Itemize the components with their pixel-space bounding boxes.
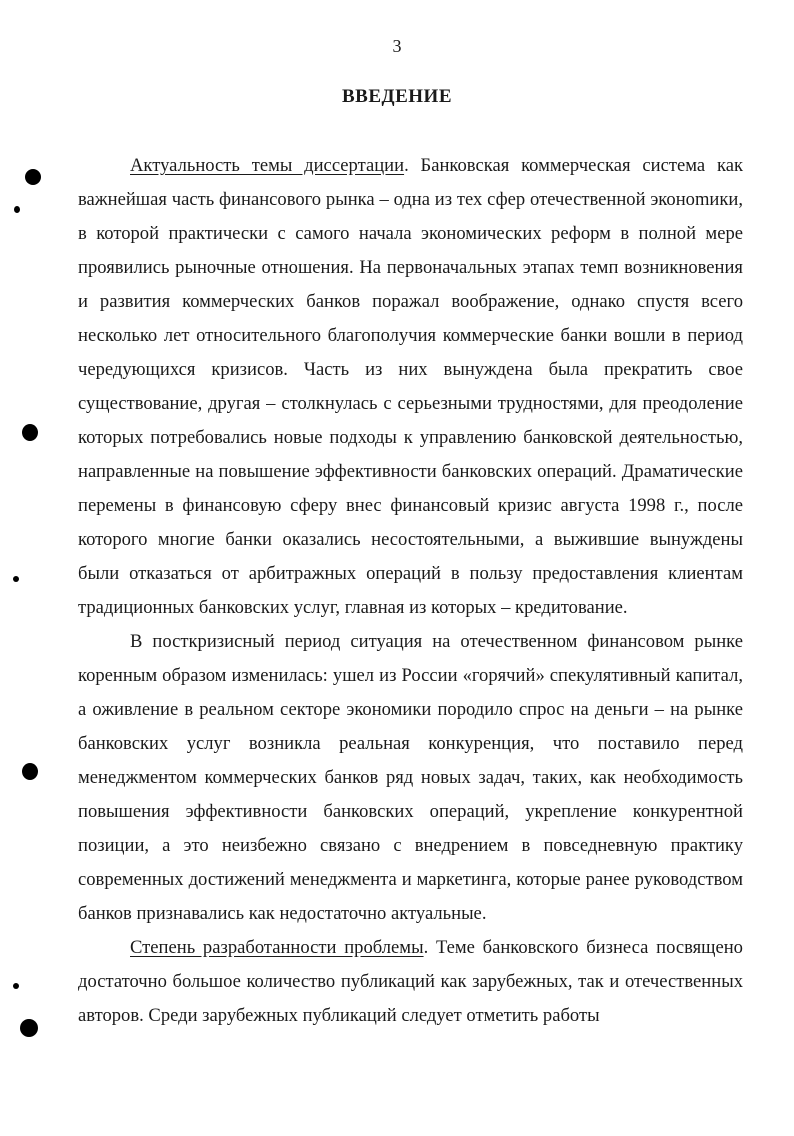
punch-hole-mark [13,576,19,582]
section-heading-development: Степень разработанности проблемы [130,937,424,958]
paragraph-text: . Теме банковского бизнеса посвящено достаточно большое количество публикаций как зарубежных, так и отечественных авторов. Среди зарубежных публикаций следует отметить работы [78,937,743,1026]
paragraph-relevance [78,149,743,625]
page-title: ВВЕДЕНИЕ [342,86,452,107]
paragraph-text: В посткризисный период ситуация на отечественном финансовом рынке коренным образом изменилась: ушел из России «горячий» спекулятивный капитал, а оживление в реальном секторе экономики породило спрос на деньги – на рынке банковских услуг возникла реальная конкуренция, что поставило перед менеджментом коммерческих банков ряд новых задач, таких, как необходимость повышения эффективности банковских операций, укрепление конкурентной позиции, а это неизбежно связано с внедрением в повседневную практику современных достижений менеджмента и маркетинга, которые ранее руководством банков признавались как недостаточно актуальные. [78,631,743,924]
section-heading-relevance: Актуальность темы диссертации [130,155,405,176]
text-body [78,149,743,1033]
punch-hole-mark [22,424,38,441]
paragraph-development-degree [78,931,743,1033]
punch-hole-mark [14,206,20,213]
punch-hole-mark [13,983,19,989]
punch-hole-mark [25,169,41,185]
punch-hole-mark [22,763,38,780]
punch-hole-mark [20,1019,38,1037]
paragraph-post-crisis [78,625,743,931]
paragraph-text: . Банковская коммерческая система как важнейшая часть финансового рынка – одна из тех сфер отечественной эконоmики, в которой практически с самого начала экономических реформ в полной мере проявились рыночные отношения. На первоначальных этапах темп возникновения и развития коммерческих банков поражал воображение, однако спустя всего несколько лет относительного благополучия коммерческие банки вошли в период чередующихся кризисов. Часть из них вынуждена была прекратить свое существование, другая – столкнулась с серьезными трудностями, для преодоление которых потребовались новые подходы к управлению банковской деятельностью, направленные на повышение эффективности банковских операций. Драматические перемены в финансовую сферу внес финансовый кризис августа 1998 г., после которого многие банки оказались несостоятельными, а выжившие вынуждены были отказаться от арбитражных операций в пользу предоставления клиентам традиционных банковских услуг, главная из которых – кредитование. [78,155,743,618]
page-number: 3 [392,36,402,56]
